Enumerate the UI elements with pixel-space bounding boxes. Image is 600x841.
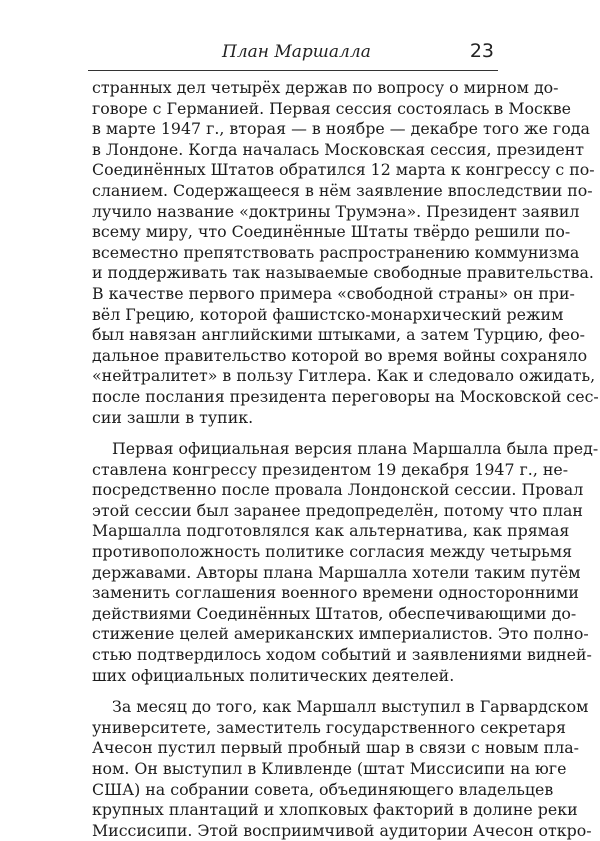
text-line: Маршалла подготовлялся как альтернатива, как прямая xyxy=(92,521,570,541)
text-line: стижение целей американских империалистов. Это полно- xyxy=(92,624,589,644)
text-line: За месяц до того, как Маршалл выступил в Гарвардском xyxy=(112,697,589,717)
text-line: в марте 1947 г., вторая — в ноябре — декабре того же года xyxy=(92,119,590,139)
text-line: вёл Грецию, которой фашистско-монархический режим xyxy=(92,304,564,324)
text-line: Соединённых Штатов обратился 12 марта к конгрессу с по- xyxy=(92,160,595,180)
text-line: странных дел четырёх держав по вопросу о мирном до- xyxy=(92,78,559,97)
text-line: ставлена конгрессу президентом 19 декабря 1947 г., не- xyxy=(92,459,569,479)
paragraph-gap xyxy=(92,686,492,697)
text-line: «нейтралитет» в пользу Гитлера. Как и следовало ожидать, xyxy=(92,366,596,386)
text-line: ном. Он выступил в Кливленде (штат Миссисипи на юге xyxy=(92,759,567,778)
text-line: Ачесон пустил первый пробный шар в связи с новым пла- xyxy=(92,738,580,758)
text-line: сии зашли в тупик. xyxy=(92,407,254,427)
text-line: державами. Авторы плана Маршалла хотели таким путём xyxy=(92,562,581,582)
paragraph-gap xyxy=(92,428,492,439)
text-line: действиями Соединённых Штатов, обеспечивающими до- xyxy=(92,603,577,623)
text-line: был навязан английскими штыками, а затем Турцию, фео- xyxy=(92,325,585,345)
body-text xyxy=(92,78,599,841)
text-line: лучило название «доктрины Трумэна». Президент заявил xyxy=(92,201,580,221)
text-line: США) на собрании совета, объединяющего владельцев xyxy=(92,779,554,799)
text-line: в Лондоне. Когда началась Московская сессия, президент xyxy=(92,139,585,159)
text-line: и поддерживать так называемые свободные правительства. xyxy=(92,263,594,283)
text-line: посредственно после провала Лондонской сессии. Провал xyxy=(92,480,584,500)
header-rule xyxy=(88,70,498,71)
paragraph xyxy=(92,697,592,841)
paragraph xyxy=(92,78,599,428)
text-line: заменить соглашения военного времени односторонними xyxy=(92,583,579,603)
text-line: этой сессии был заранее предопределён, потому что план xyxy=(92,500,583,520)
text-line: ших официальных политических деятелей. xyxy=(92,665,455,685)
text-line: дальное правительство которой во время войны сохраняло xyxy=(92,345,588,365)
text-line: университете, заместитель государственного секретаря xyxy=(92,717,566,737)
text-line: противоположность политике согласия между четырьмя xyxy=(92,542,573,562)
text-line: В качестве первого примера «свободной страны» он при- xyxy=(92,283,575,303)
page-number: 23 xyxy=(469,40,494,62)
text-line: Миссисипи. Этой восприимчивой аудитории Ачесон откро- xyxy=(92,820,592,840)
text-line: стью подтвердилось ходом событий и заявлениями видней- xyxy=(92,645,592,665)
running-header xyxy=(88,40,498,68)
text-line: говоре с Германией. Первая сессия состоялась в Москве xyxy=(92,98,571,118)
text-line: всеместно препятствовать распространению коммунизма xyxy=(92,242,580,262)
text-line: Первая официальная версия плана Маршалла была пред- xyxy=(112,439,599,459)
paragraph xyxy=(92,439,599,686)
text-line: сланием. Содержащееся в нём заявление впоследствии по- xyxy=(92,180,593,200)
text-line: после послания президента переговоры на Московской сес- xyxy=(92,386,599,406)
text-line: крупных плантаций и хлопковых факторий в долине реки xyxy=(92,800,578,820)
running-title: План Маршалла xyxy=(222,42,371,62)
text-line: всему миру, что Соединённые Штаты твёрдо решили по- xyxy=(92,222,571,242)
